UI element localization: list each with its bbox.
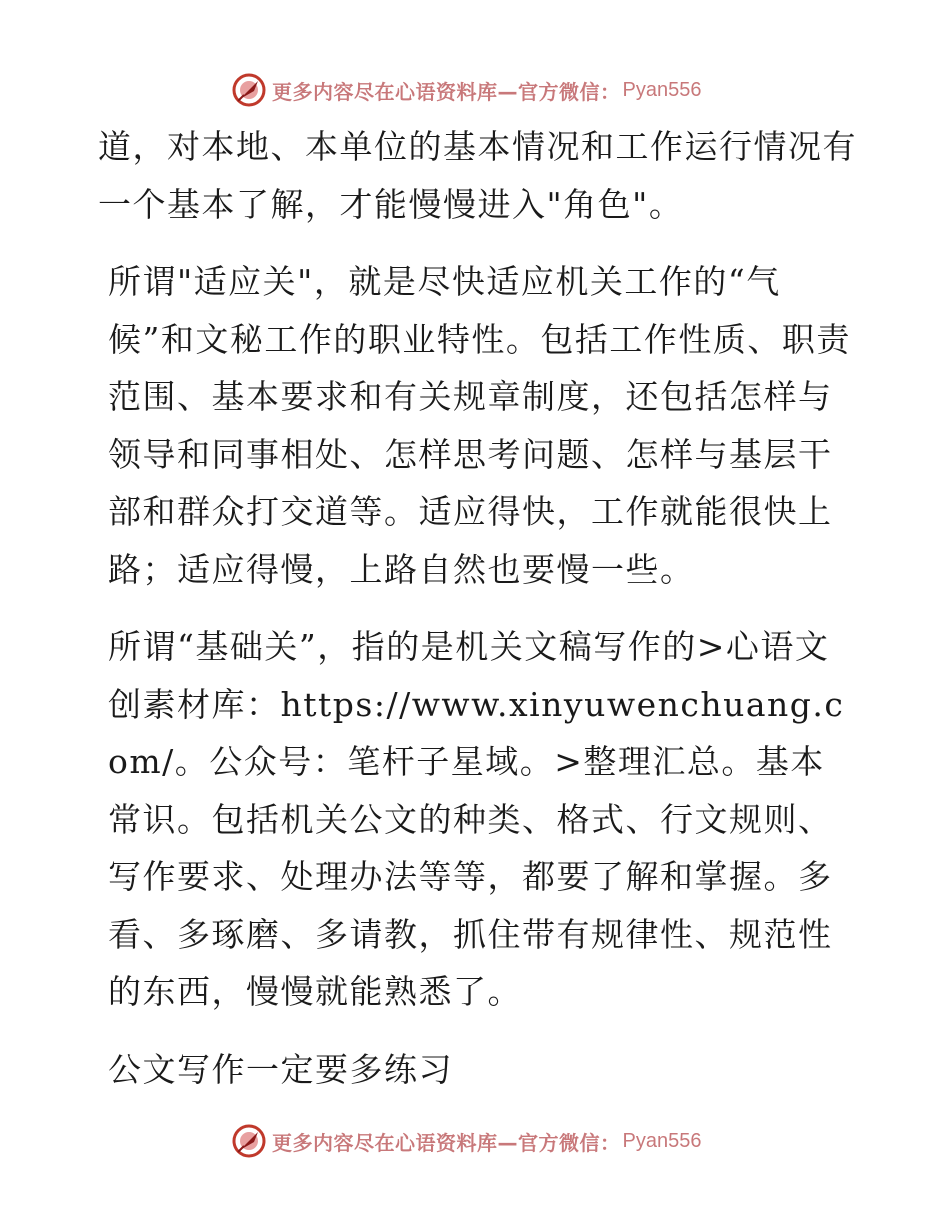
header-watermark: [232, 72, 701, 108]
footer-watermark: [232, 1123, 701, 1159]
paragraph-4: 公文写作一定要多练习: [108, 1049, 453, 1089]
quill-logo-icon: [232, 1124, 266, 1158]
paragraph-2: 所谓"适应关"，就是尽快适应机关工作的“气候”和文秘工作的职业特性。包括工作性质、职责范围、基本要求和有关规章制度，还包括怎样与领导和同事相处、怎样思考问题、怎样与基层干部和群众打交道等。适应得快，工作就能很快上路；适应得慢，上路自然也要慢一些。: [108, 262, 851, 589]
paragraph-3: 所谓“基础关”，指的是机关文稿写作的>心语文创素材库：https://www.xinyuwenchuang.com/。公众号：笔杆子星域。>整理汇总。基本常识。包括机关公文的种类、格式、行文规则、写作要求、处理办法等等，都要了解和掌握。多看、多琢磨、多请教，抓住带有规律性、规范性的东西，慢慢就能熟悉了。: [108, 627, 845, 1011]
watermark-wechat-id: Pyan556: [622, 78, 702, 101]
watermark-text: 更多内容尽在心语资料库—官方微信：: [272, 79, 621, 104]
watermark-text: 更多内容尽在心语资料库—官方微信：: [272, 1130, 621, 1155]
quill-logo-icon: [232, 73, 266, 107]
paragraph-1: 道，对本地、本单位的基本情况和工作运行情况有一个基本了解，才能慢慢进入"角色"。: [98, 127, 857, 224]
document-body: [98, 118, 858, 1098]
watermark-wechat-id: Pyan556: [622, 1129, 702, 1152]
